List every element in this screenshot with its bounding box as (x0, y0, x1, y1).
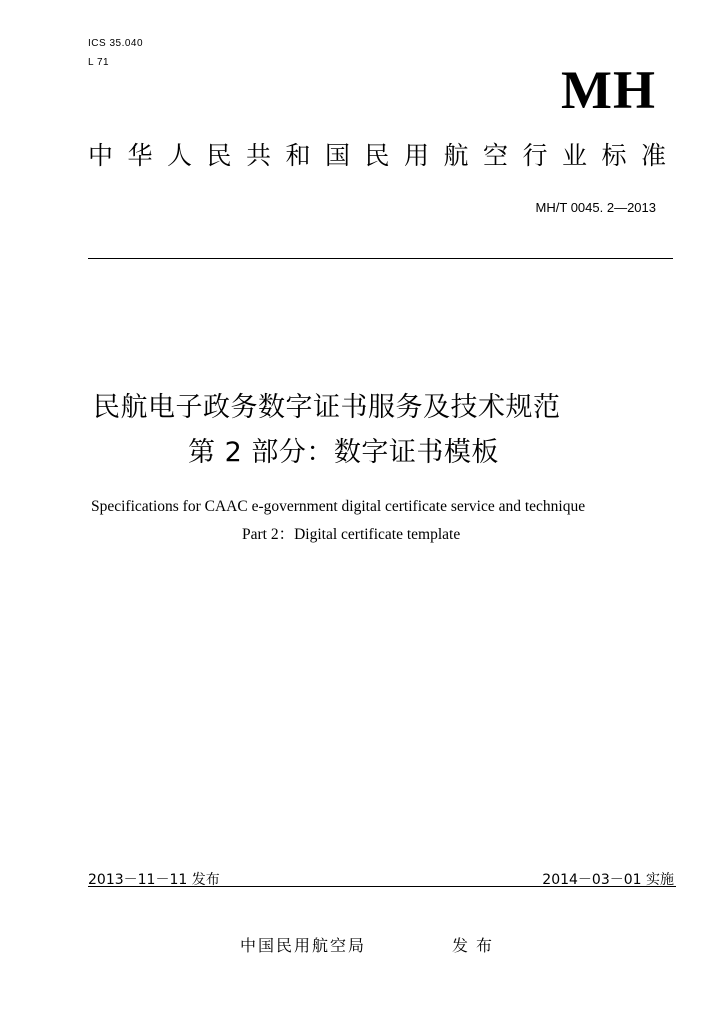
document-title-zh: 民航电子政务数字证书服务及技术规范 (93, 392, 561, 423)
ics-code: ICS 35.040 (88, 38, 144, 49)
issue-date: 2013－11－11 发布 (88, 872, 220, 888)
standard-category-title: 中华人民共和国民用航空行业标准 (88, 141, 681, 170)
publish-label: 发布 (452, 936, 501, 955)
document-subtitle-en: Part 2：Digital certificate template (242, 526, 461, 543)
standard-number: MH/T 0045. 2—2013 (535, 200, 656, 215)
document-title-en: Specifications for CAAC e-government digital certificate service and technique (91, 498, 586, 515)
implementation-date: 2014－03－01 实施 (542, 872, 674, 888)
publisher-name: 中国民用航空局 (240, 936, 367, 955)
footer-divider (88, 886, 676, 887)
classification-code: L 71 (88, 57, 110, 68)
document-subtitle-zh: 第 2 部分：数字证书模板 (188, 437, 499, 468)
standard-logo: MH (561, 60, 656, 120)
header-divider (88, 258, 673, 259)
